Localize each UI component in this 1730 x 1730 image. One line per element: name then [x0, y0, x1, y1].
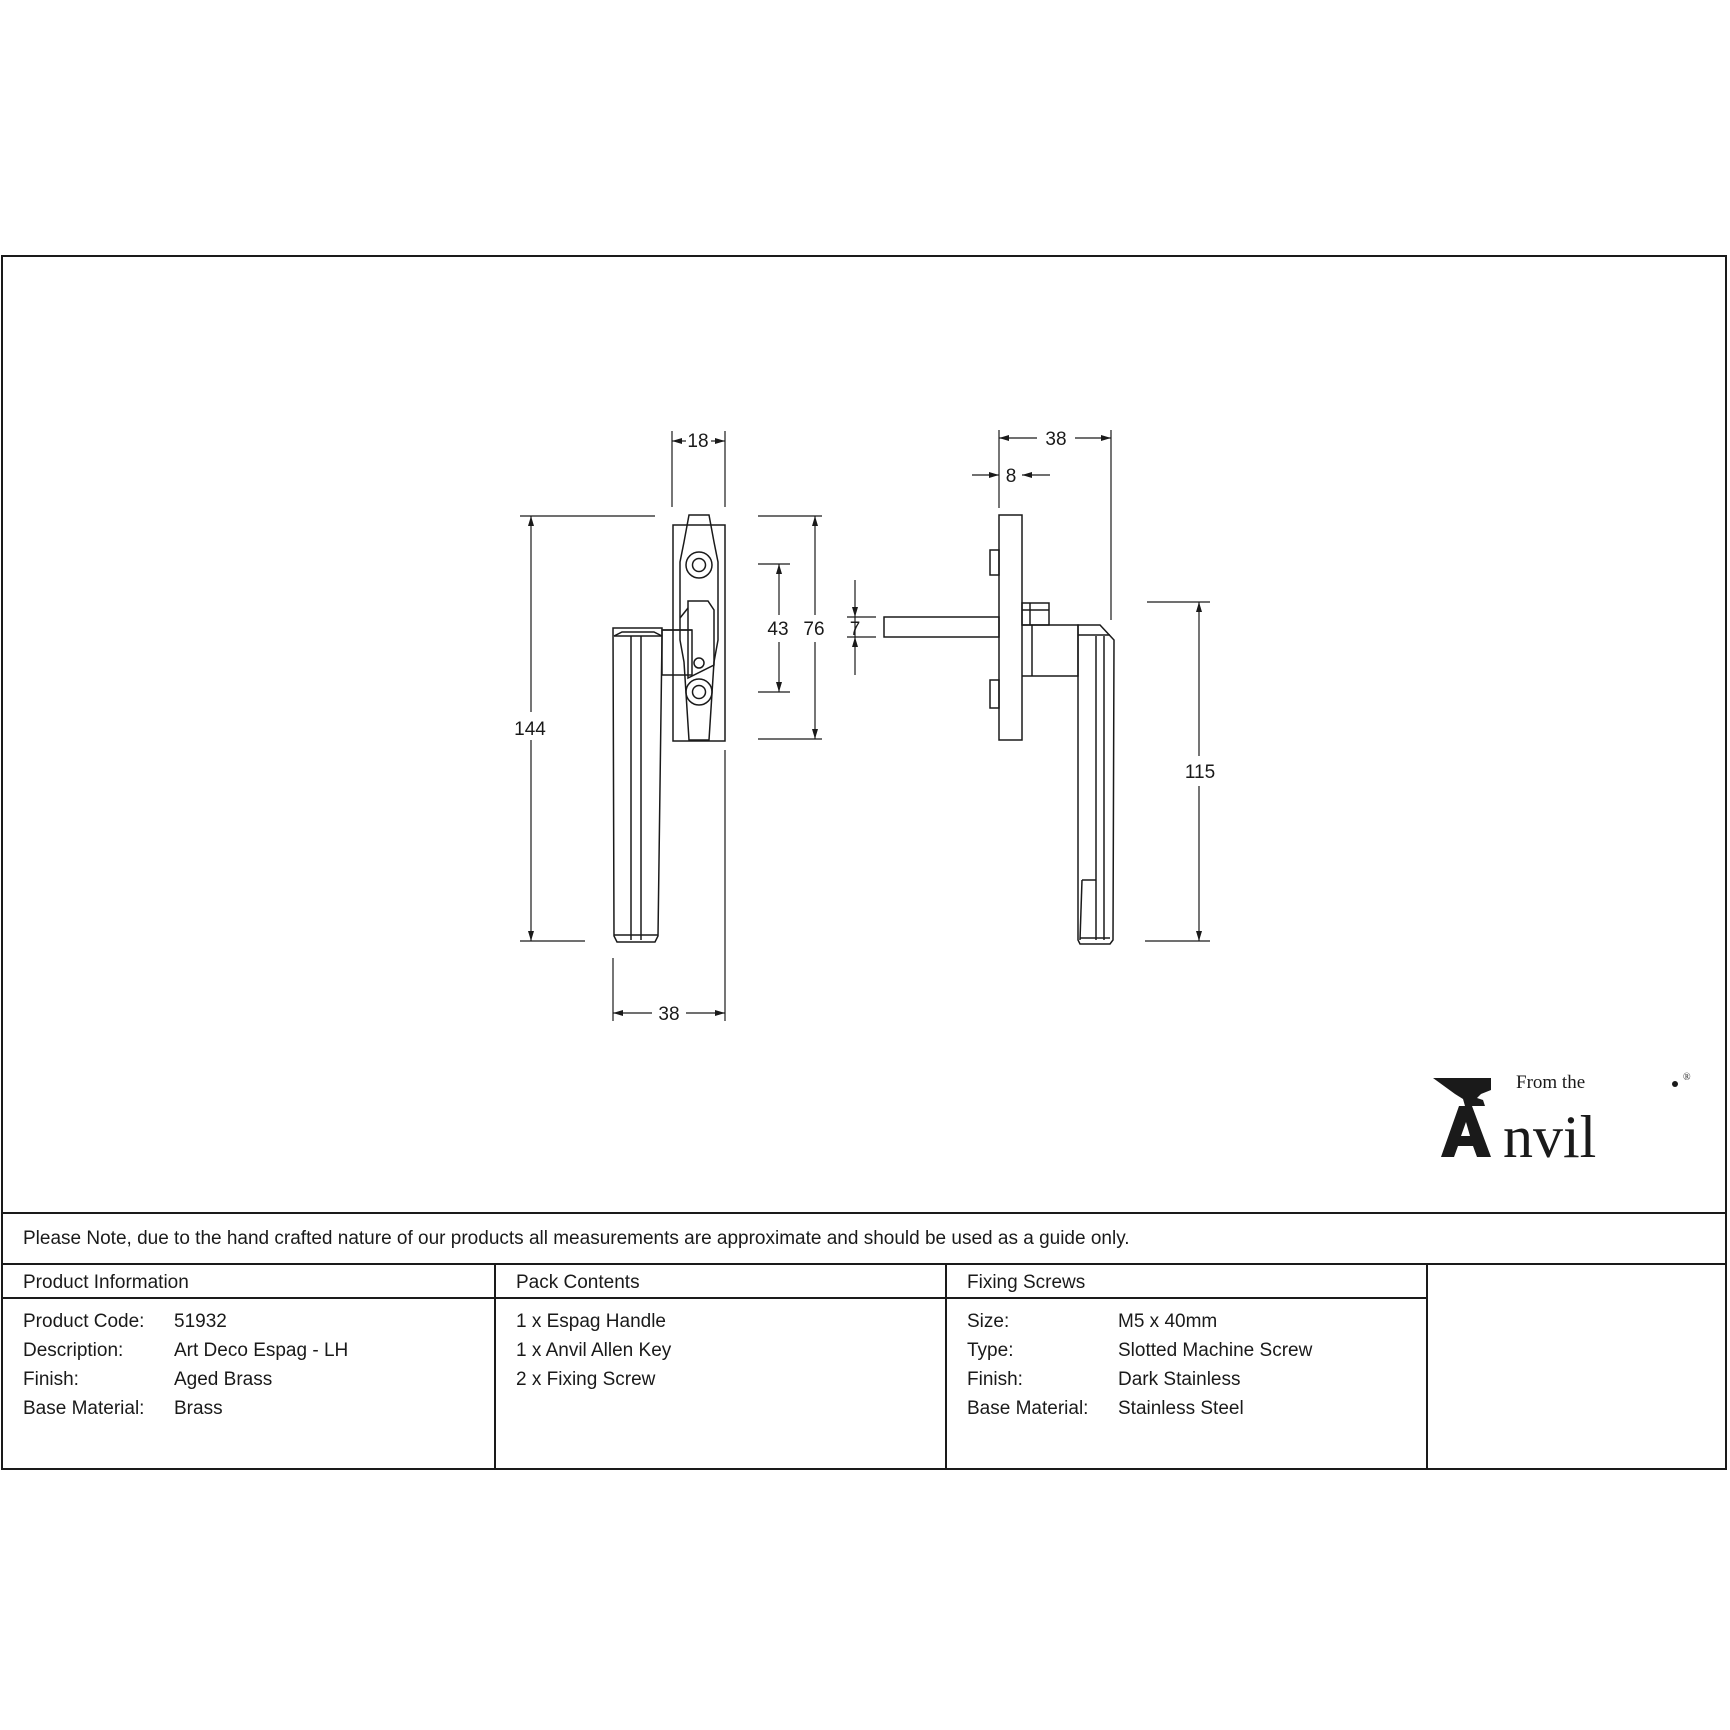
dim-overall-height: 144 — [514, 719, 546, 740]
dim-plate-depth: 8 — [1005, 466, 1017, 487]
pack-item-text: 1 x Anvil Allen Key — [516, 1340, 672, 1361]
screw-size-value: M5 x 40mm — [1118, 1311, 1218, 1332]
product-info-row — [3, 1398, 494, 1427]
product-code-label: Product Code: — [23, 1311, 145, 1332]
pack-item — [496, 1311, 945, 1340]
fixing-row — [947, 1311, 1426, 1340]
disclaimer-note: Please Note, due to the hand crafted nature of our products all measurements are approximate and should be used as a guide only. — [23, 1228, 1130, 1249]
finish-value: Aged Brass — [174, 1369, 273, 1390]
logo-wordmark: nvil — [1503, 1104, 1597, 1166]
screw-type-value: Slotted Machine Screw — [1118, 1340, 1313, 1361]
fixing-screws-column — [947, 1265, 1428, 1470]
pack-contents-heading: Pack Contents — [516, 1272, 640, 1293]
product-information-heading: Product Information — [23, 1272, 189, 1293]
pack-item-text: 2 x Fixing Screw — [516, 1369, 656, 1390]
product-info-row — [3, 1340, 494, 1369]
fixing-row — [947, 1369, 1426, 1398]
base-material-label: Base Material: — [23, 1398, 145, 1419]
pack-contents-header — [496, 1265, 945, 1299]
logo-dot — [1672, 1081, 1678, 1087]
dim-spindle: 7 — [849, 619, 861, 640]
base-material-value: Brass — [174, 1398, 223, 1419]
logo-prefix: From the — [1516, 1072, 1586, 1093]
dim-side-projection: 38 — [1045, 429, 1067, 450]
finish-label: Finish: — [23, 1369, 79, 1390]
anvil-letter-a — [1441, 1106, 1491, 1157]
product-info-row — [3, 1311, 494, 1340]
disclaimer-row — [3, 1212, 1725, 1264]
info-table — [3, 1263, 1725, 1468]
drawing-sheet — [1, 255, 1727, 1470]
dim-lever-length: 115 — [1184, 762, 1216, 783]
logo-registered: ® — [1683, 1072, 1691, 1083]
pack-item-text: 1 x Espag Handle — [516, 1311, 666, 1332]
anvil-logo — [1425, 1066, 1705, 1166]
dim-screw-spacing: 43 — [767, 619, 789, 640]
screw-material-value: Stainless Steel — [1118, 1398, 1244, 1419]
fixing-screws-header — [947, 1265, 1426, 1299]
dim-handle-projection: 38 — [658, 1004, 680, 1025]
product-information-header — [3, 1265, 494, 1299]
screw-type-label: Type: — [967, 1340, 1014, 1361]
screw-finish-label: Finish: — [967, 1369, 1023, 1390]
fixing-screws-heading: Fixing Screws — [967, 1272, 1086, 1293]
pack-item — [496, 1369, 945, 1398]
screw-material-label: Base Material: — [967, 1398, 1089, 1419]
fixing-row — [947, 1340, 1426, 1369]
pack-item — [496, 1340, 945, 1369]
product-info-row — [3, 1369, 494, 1398]
description-label: Description: — [23, 1340, 124, 1361]
product-code-value: 51932 — [174, 1311, 227, 1332]
dim-front-width: 18 — [687, 431, 709, 452]
screw-size-label: Size: — [967, 1311, 1010, 1332]
description-value: Art Deco Espag - LH — [174, 1340, 349, 1361]
anvil-shape — [1433, 1078, 1491, 1106]
pack-contents-column — [496, 1265, 947, 1470]
product-information-column — [3, 1265, 496, 1470]
fixing-row — [947, 1398, 1426, 1427]
dim-plate-height: 76 — [803, 619, 825, 640]
screw-finish-value: Dark Stainless — [1118, 1369, 1241, 1390]
